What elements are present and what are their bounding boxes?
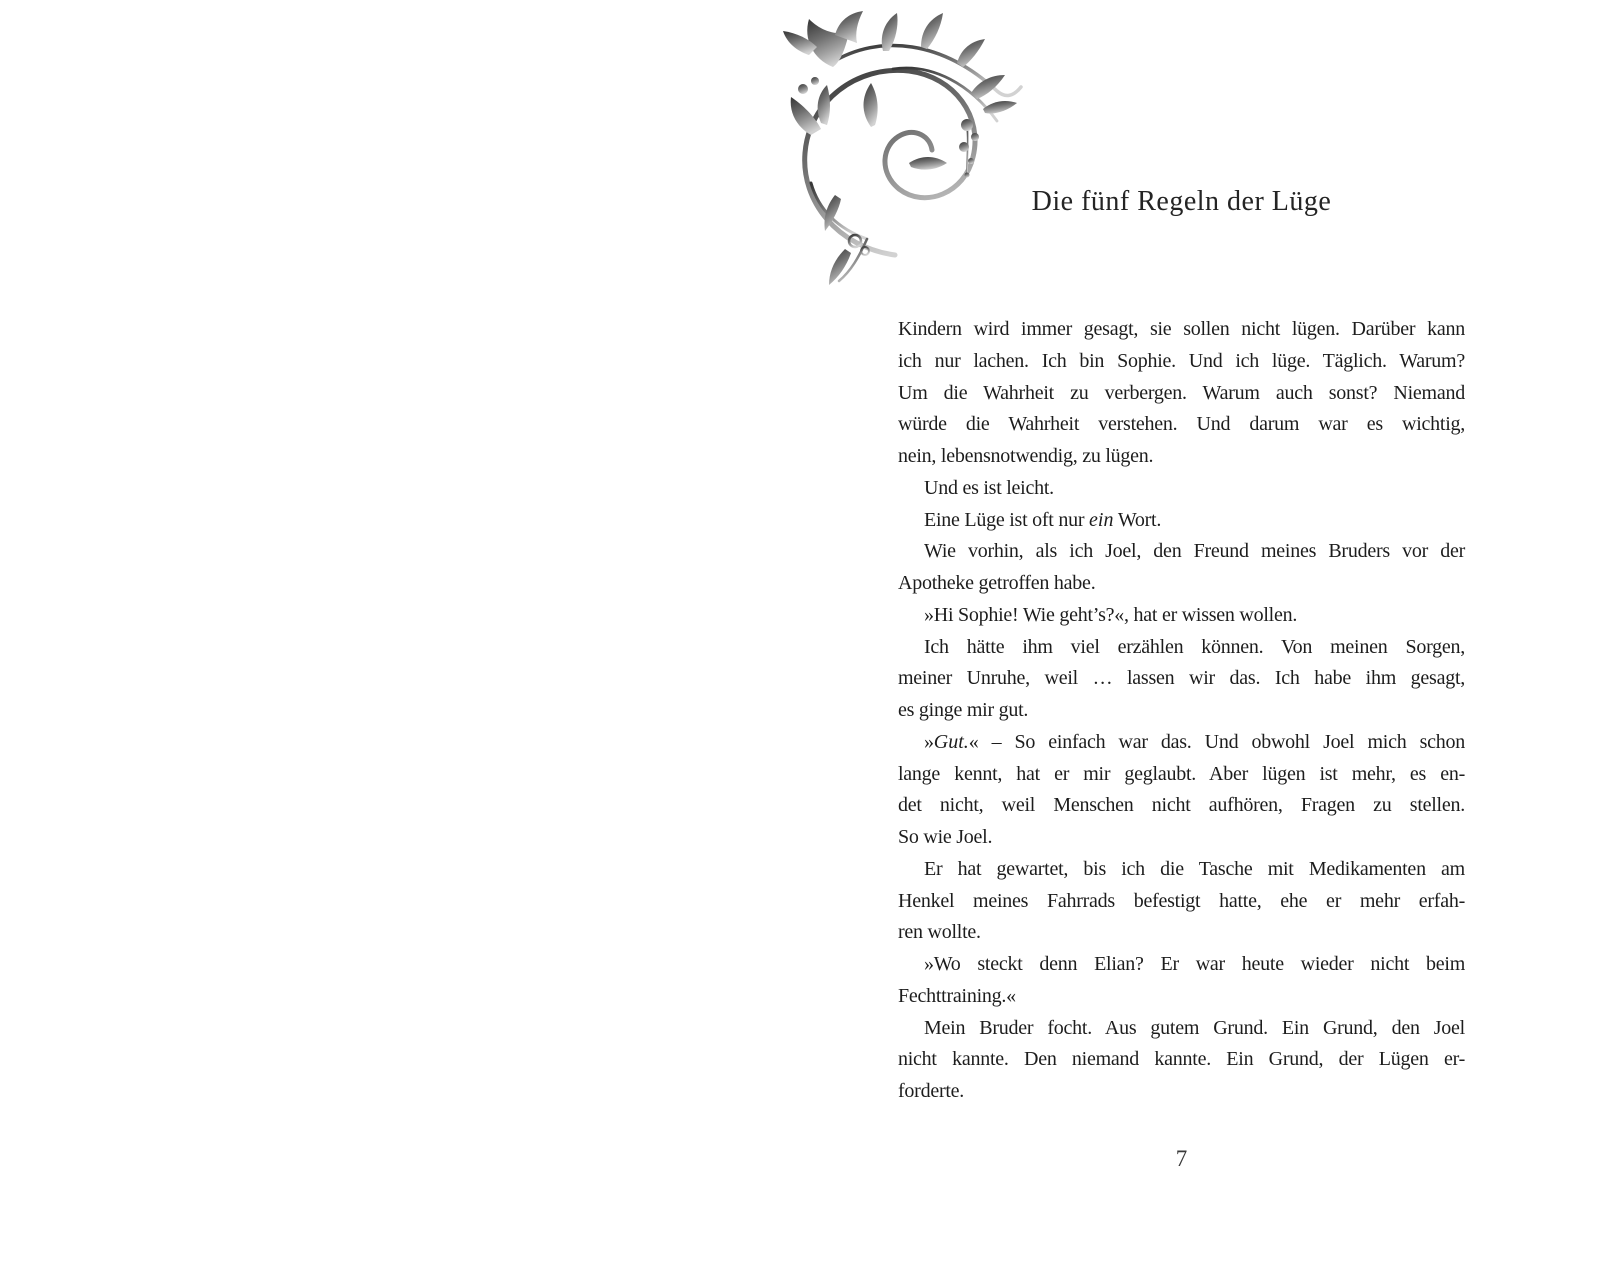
text-line: »Hi Sophie! Wie geht’s?«, hat er wissen wollen. <box>924 603 1298 626</box>
text-line: Kindern wird immer gesagt, sie sollen nicht lügen. Darüber kann <box>898 318 1465 340</box>
text-line: Um die Wahrheit zu verbergen. Warum auch sonst? Niemand <box>898 381 1465 404</box>
text-line: lange kennt, hat er mir geglaubt. Aber lügen ist mehr, es en- <box>898 762 1465 785</box>
text-line: forderte. <box>898 1080 965 1102</box>
paragraph <box>898 854 1465 949</box>
page-number: 7 <box>1175 1146 1188 1171</box>
text-line: nein, lebensnotwendig, zu lügen. <box>898 445 1154 467</box>
text-line: So wie Joel. <box>898 826 993 848</box>
body-text <box>898 314 1465 1108</box>
paragraph <box>898 1013 1465 1108</box>
chapter-title: Die fünf Regeln der Lüge <box>1031 186 1332 217</box>
text-line: Henkel meines Fahrrads befestigt hatte, ehe er mehr erfah- <box>898 889 1465 912</box>
paragraph <box>898 949 1465 1013</box>
text-line: det nicht, weil Menschen nicht aufhören, Fragen zu stellen. <box>898 794 1465 817</box>
text-line: Er hat gewartet, bis ich die Tasche mit Medikamenten am <box>924 857 1465 880</box>
text-line: Eine Lüge ist oft nur ein Wort. <box>924 508 1162 531</box>
paragraph <box>898 505 1465 537</box>
text-line: ich nur lachen. Ich bin Sophie. Und ich lüge. Täglich. Warum? <box>898 349 1465 372</box>
paragraph <box>898 632 1465 727</box>
text-line: meiner Unruhe, weil … lassen wir das. Ich habe ihm gesagt, <box>898 667 1465 690</box>
text-line: »Wo steckt denn Elian? Er war heute wieder nicht beim <box>924 953 1465 975</box>
paragraph <box>898 314 1465 473</box>
paragraph <box>898 536 1465 600</box>
text-line: »Gut.« – So einfach war das. Und obwohl Joel mich schon <box>924 730 1465 753</box>
text-line: Und es ist leicht. <box>924 476 1054 499</box>
text-line: Ich hätte ihm viel erzählen können. Von meinen Sorgen, <box>924 635 1465 658</box>
text-line: Fechttraining.« <box>898 984 1016 1007</box>
text-line: nicht kannte. Den niemand kannte. Ein Grund, der Lügen er- <box>898 1048 1465 1071</box>
text-line: es ginge mir gut. <box>898 699 1029 721</box>
text-line: ren wollte. <box>898 921 981 944</box>
paragraph <box>898 727 1465 854</box>
paragraph <box>898 600 1465 632</box>
text-line: würde die Wahrheit verstehen. Und darum war es wichtig, <box>898 413 1465 436</box>
floral-flourish-icon <box>775 5 1025 285</box>
text-line: Wie vorhin, als ich Joel, den Freund meines Bruders vor der <box>924 540 1465 563</box>
text-line: Mein Bruder focht. Aus gutem Grund. Ein Grund, den Joel <box>924 1016 1465 1039</box>
paragraph <box>898 473 1465 505</box>
text-line: Apotheke getroffen habe. <box>898 572 1096 594</box>
